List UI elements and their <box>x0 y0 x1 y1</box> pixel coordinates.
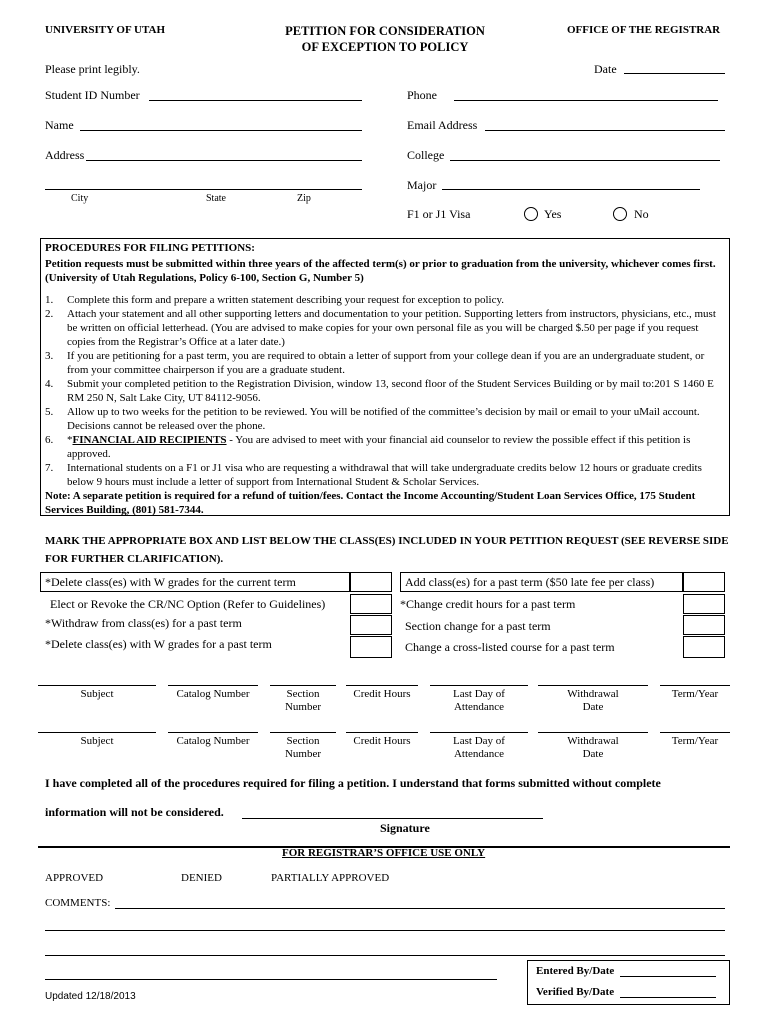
option-withdraw-past: *Withdraw from class(es) for a past term <box>45 616 242 630</box>
col-lastday-line1: Last Day of <box>453 688 505 700</box>
student-id-field[interactable] <box>149 100 362 101</box>
col-subject: Subject <box>80 735 114 747</box>
col-section <box>270 688 336 714</box>
row1-section-field[interactable] <box>270 685 336 686</box>
row1-subject-field[interactable] <box>38 685 156 686</box>
col-section-line2: Number <box>284 701 322 713</box>
row2-subject-field[interactable] <box>38 732 156 733</box>
signature-label: Signature <box>380 821 430 835</box>
col-withdrawal-line1: Withdrawal <box>567 688 619 700</box>
registrar-heading: FOR REGISTRAR’S OFFICE USE ONLY <box>282 847 486 859</box>
certification-line1: I have completed all of the procedures required for filing a petition. I understand that forms submitted without complete <box>45 776 661 790</box>
col-catalog: Catalog Number <box>176 735 250 747</box>
option-delete-w-past-checkbox[interactable] <box>350 636 392 658</box>
procedure-text: Complete this form and prepare a written statement describing your request for exception to policy. <box>67 294 505 306</box>
signature-field[interactable] <box>242 818 543 819</box>
procedure-text: If you are petitioning for a past term, you are required to obtain a letter of support from your college dean if you are an undergraduate student, or from your committee chairperson if you are a graduate student. <box>67 350 705 376</box>
denied-label: DENIED <box>181 872 222 884</box>
col-section-line2: Number <box>284 748 322 760</box>
option-delete-w-past: *Delete class(es) with W grades for a past term <box>45 637 272 651</box>
procedure-text: - You are advised to meet with your financial aid counselor to review the possible effect if this petition is approved. <box>67 434 691 460</box>
option-delete-w-current-checkbox[interactable] <box>350 572 392 592</box>
col-section <box>270 735 336 761</box>
print-note: Please print legibly. <box>45 62 140 76</box>
procedure-text: Submit your completed petition to the Registration Division, window 13, second floor of the Student Services Building or by mail to:201 S 1460 E RM 250 N, Salt Lake City, UT 84112-9056. <box>67 378 714 404</box>
verified-by-label: Verified By/Date <box>536 986 615 998</box>
city-label: City <box>71 193 89 204</box>
col-withdrawal <box>538 735 648 761</box>
verified-by-field[interactable] <box>620 997 716 998</box>
option-add-class: Add class(es) for a past term ($50 late fee per class) <box>405 575 655 589</box>
city-state-zip-field[interactable] <box>45 189 362 190</box>
row1-withdrawal-field[interactable] <box>538 685 648 686</box>
procedure-item <box>45 433 725 461</box>
comments-label: COMMENTS: <box>45 897 111 909</box>
option-delete-w-current: *Delete class(es) with W grades for the current term <box>45 575 296 589</box>
row1-credit-field[interactable] <box>346 685 418 686</box>
procedures-note: Note: A separate petition is required for a refund of tuition/fees. Contact the Income Accounting/Student Loan Services Office, 175 Student Services Building, (801) 581-7344. <box>45 490 696 516</box>
col-withdrawal-line2: Date <box>582 701 604 713</box>
col-lastday <box>430 688 528 714</box>
procedure-item <box>45 405 725 433</box>
date-field[interactable] <box>624 73 725 74</box>
college-field[interactable] <box>450 160 720 161</box>
col-term: Term/Year <box>671 688 719 700</box>
student-id-label: Student ID Number <box>45 88 140 102</box>
name-label: Name <box>45 118 74 132</box>
updated-date: Updated 12/18/2013 <box>45 991 136 1002</box>
approved-label: APPROVED <box>45 872 104 884</box>
comments-field-1[interactable] <box>115 908 725 909</box>
visa-no-label: No <box>634 207 649 221</box>
option-cr-nc: Elect or Revoke the CR/NC Option (Refer to Guidelines) <box>50 597 326 611</box>
comments-field-3[interactable] <box>45 955 725 956</box>
major-label: Major <box>407 178 437 192</box>
procedure-item <box>45 461 725 489</box>
procedure-number: 2. <box>45 308 54 320</box>
college-label: College <box>407 148 445 162</box>
col-section-line1: Section <box>286 735 320 747</box>
col-credit: Credit Hours <box>353 688 411 700</box>
date-label: Date <box>594 62 617 76</box>
col-credit: Credit Hours <box>353 735 411 747</box>
financial-aid-heading: FINANCIAL AID RECIPIENTS <box>72 434 227 446</box>
visa-no-radio[interactable] <box>613 207 627 221</box>
row1-lastday-field[interactable] <box>430 685 528 686</box>
comments-field-4[interactable] <box>45 979 497 980</box>
col-term: Term/Year <box>671 735 719 747</box>
procedure-text: Allow up to two weeks for the petition to be reviewed. You will be notified of the committee’s decision by mail or email to your uMail account. Decisions cannot be released over the phone. <box>67 406 700 432</box>
phone-label: Phone <box>407 88 437 102</box>
partially-approved-label: PARTIALLY APPROVED <box>271 872 390 884</box>
procedure-number: 3. <box>45 350 54 362</box>
col-lastday-line2: Attendance <box>453 701 505 713</box>
procedure-number: 4. <box>45 378 54 390</box>
procedure-item <box>45 377 725 405</box>
procedure-text: Attach your statement and all other supporting letters and documentation to your petition. Supporting letters from instructors, physicians, etc., must be written on official letterhead. (You are advised to make copies for your own personal file as you will be charged $.50 per page if you request copies from the Registrar’s Office at a later date.) <box>67 308 716 348</box>
visa-yes-radio[interactable] <box>524 207 538 221</box>
option-change-credit: *Change credit hours for a past term <box>400 597 576 611</box>
option-change-credit-checkbox[interactable] <box>683 594 725 614</box>
procedure-number: 5. <box>45 406 54 418</box>
option-withdraw-past-checkbox[interactable] <box>350 615 392 635</box>
procedure-star: * <box>67 434 73 446</box>
state-label: State <box>206 193 226 204</box>
address-field[interactable] <box>86 160 362 161</box>
option-cross-listed: Change a cross-listed course for a past term <box>405 640 615 654</box>
row1-term-field[interactable] <box>660 685 730 686</box>
option-cross-listed-checkbox[interactable] <box>683 636 725 658</box>
procedure-text: International students on a F1 or J1 visa who are requesting a withdrawal that will take undergraduate credits below 12 hours or graduate credits below 9 hours must include a letter of support from International Student & Scholar Services. <box>67 462 702 488</box>
col-withdrawal-line2: Date <box>582 748 604 760</box>
visa-label: F1 or J1 Visa <box>407 207 471 221</box>
procedure-number: 7. <box>45 462 54 474</box>
procedures-list <box>45 293 725 489</box>
option-cr-nc-checkbox[interactable] <box>350 594 392 614</box>
col-lastday <box>430 735 528 761</box>
col-lastday-line2: Attendance <box>453 748 505 760</box>
row2-section-field[interactable] <box>270 732 336 733</box>
col-subject: Subject <box>80 688 114 700</box>
name-field[interactable] <box>80 130 362 131</box>
option-section-change: Section change for a past term <box>405 619 551 633</box>
procedure-item <box>45 307 725 349</box>
col-catalog: Catalog Number <box>176 688 250 700</box>
zip-label: Zip <box>297 193 311 204</box>
major-field[interactable] <box>442 189 700 190</box>
university-name: UNIVERSITY OF UTAH <box>45 24 165 36</box>
procedures-intro: Petition requests must be submitted within three years of the affected term(s) or prior to graduation from the university, whichever comes first. (University of Utah Regulations, Policy 6-100, Section G, Number 5) <box>45 258 716 284</box>
procedure-item <box>45 293 725 307</box>
col-withdrawal-line1: Withdrawal <box>567 735 619 747</box>
procedure-item <box>45 349 725 377</box>
row2-lastday-field[interactable] <box>430 732 528 733</box>
form-title-line2: OF EXCEPTION TO POLICY <box>301 40 469 54</box>
entered-by-label: Entered By/Date <box>536 965 615 977</box>
procedure-number: 6. <box>45 434 54 446</box>
email-field[interactable] <box>485 130 725 131</box>
procedure-number: 1. <box>45 294 54 306</box>
row2-term-field[interactable] <box>660 732 730 733</box>
visa-yes-label: Yes <box>544 207 562 221</box>
col-withdrawal <box>538 688 648 714</box>
address-label: Address <box>45 148 85 162</box>
col-section-line1: Section <box>286 688 320 700</box>
form-title <box>235 23 535 55</box>
procedures-heading: PROCEDURES FOR FILING PETITIONS: <box>45 242 255 254</box>
phone-field[interactable] <box>454 100 718 101</box>
option-add-class-checkbox[interactable] <box>683 572 725 592</box>
entered-by-field[interactable] <box>620 976 716 977</box>
row2-withdrawal-field[interactable] <box>538 732 648 733</box>
row2-catalog-field[interactable] <box>168 732 258 733</box>
email-label: Email Address <box>407 118 478 132</box>
office-name: OFFICE OF THE REGISTRAR <box>567 24 721 36</box>
form-title-line1: PETITION FOR CONSIDERATION <box>285 24 485 38</box>
comments-field-2[interactable] <box>45 930 725 931</box>
certification-line2: information will not be considered. <box>45 805 224 819</box>
mark-heading: MARK THE APPROPRIATE BOX AND LIST BELOW THE CLASS(ES) INCLUDED IN YOUR PETITION REQUEST (SEE REVERSE SIDE FOR FURTHER CLARIFICATION). <box>45 535 729 565</box>
option-section-change-checkbox[interactable] <box>683 615 725 635</box>
row2-credit-field[interactable] <box>346 732 418 733</box>
row1-catalog-field[interactable] <box>168 685 258 686</box>
col-lastday-line1: Last Day of <box>453 735 505 747</box>
